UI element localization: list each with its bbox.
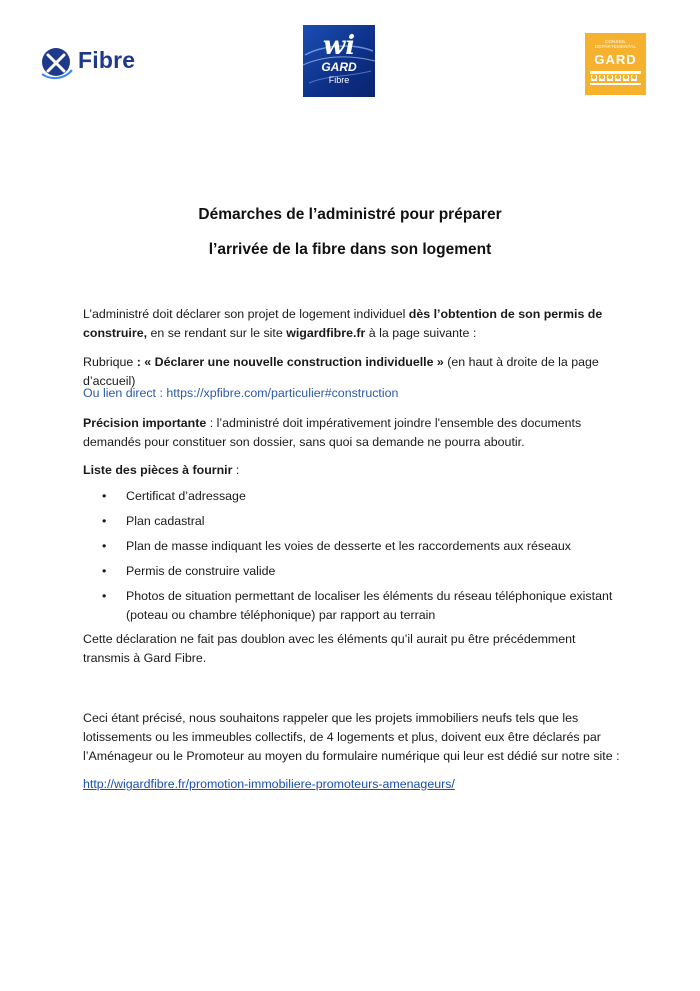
intro-text-2: en se rendant sur le site — [147, 326, 287, 340]
precision-bold: Précision importante — [83, 416, 207, 430]
page-header — [0, 0, 700, 110]
intro-bold: dès l’obtention de son permis de construire, — [83, 307, 603, 340]
list-item-text: Plan de masse indiquant les voies de desserte et les raccordements aux réseaux — [126, 539, 571, 553]
xp-logo-mark-icon — [38, 44, 76, 82]
precision-paragraph — [83, 414, 623, 452]
note-paragraph: Cette déclaration ne fait pas doublon avec les éléments qu’il aurait pu être précédemment transmis à Gard Fibre. — [83, 632, 576, 665]
gard-logo-small-text: CONSEIL DÉPARTEMENTAL — [594, 39, 637, 49]
direct-link[interactable]: Ou lien direct : https://xpfibre.com/particulier#construction — [83, 386, 399, 400]
document-title-line1: Démarches de l’administré pour préparer — [198, 206, 502, 223]
rubrique-label: Rubrique — [83, 355, 137, 369]
list-item-text: Photos de situation permettant de localiser les éléments du réseau téléphonique existant (poteau ou chambre téléphonique) par rapport au terrain — [126, 589, 613, 622]
intro-text-1: L’administré doit déclarer son projet de logement individuel — [83, 307, 409, 321]
xpfibre-logo-text: Fibre — [78, 47, 136, 73]
bullet-icon: • — [102, 564, 107, 578]
aqueduct-arches-icon — [590, 71, 641, 89]
intro-text-3: à la page suivante : — [365, 326, 477, 340]
bullet-icon: • — [102, 589, 107, 603]
precision-text: : l’administré doit impérativement joindre l'ensemble des documents demandés pour constituer son dossier, sans quoi sa demande ne pourra aboutir. — [83, 416, 582, 449]
pieces-heading — [83, 461, 623, 480]
rubrique-rest: (en haut à droite de la page d’accueil) — [83, 355, 599, 388]
pieces-heading-suffix: : — [232, 463, 240, 477]
promoteurs-paragraph: Ceci étant précisé, nous souhaitons rappeler que les projets immobiliers neufs tels que les lotissements ou les immeubles collectifs, de 4 logements et plus, doivent eux être déclarés par l’Aménageur ou le Promoteur au moyen du formulaire numérique qui leur est dédié sur notre site : — [83, 711, 620, 763]
intro-site-name: wigardfibre.fr — [286, 326, 366, 340]
wigard-logo-line2: Fibre — [328, 75, 350, 85]
document-title-line2: l’arrivée de la fibre dans son logement — [208, 241, 492, 258]
wigard-logo-mark: wi — [322, 31, 356, 61]
gard-logo-big-text: GARD — [594, 52, 637, 67]
bullet-icon: • — [102, 539, 107, 553]
intro-paragraph — [83, 305, 623, 343]
promoteurs-link[interactable]: http://wigardfibre.fr/promotion-immobiliere-promoteurs-amenageurs/ — [83, 777, 455, 791]
wigard-logo-line1: GARD — [321, 60, 357, 74]
list-item-text: Certificat d’adressage — [126, 489, 246, 503]
rubrique-bold: : « Déclarer une nouvelle construction individuelle » — [136, 355, 444, 369]
xpfibre-logo — [38, 44, 148, 84]
bullet-icon: • — [102, 489, 107, 503]
list-item-text: Permis de construire valide — [126, 564, 276, 578]
gard-departement-logo — [585, 33, 646, 95]
list-item-text: Plan cadastral — [126, 514, 205, 528]
bullet-icon: • — [102, 514, 107, 528]
wigard-fibre-logo — [303, 25, 375, 97]
pieces-heading-bold: Liste des pièces à fournir — [83, 463, 233, 477]
